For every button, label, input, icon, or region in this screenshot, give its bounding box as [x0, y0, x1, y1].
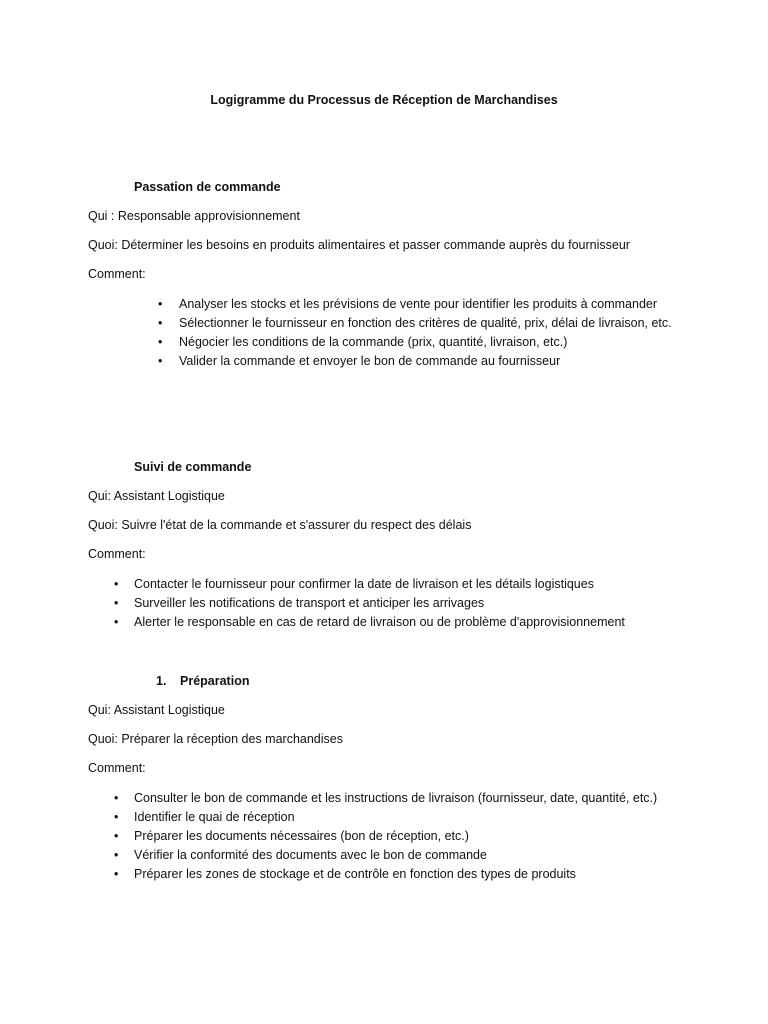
section-number: 1.	[156, 674, 167, 688]
qui-line: Qui: Assistant Logistique	[88, 703, 225, 717]
list-item	[88, 575, 688, 594]
list-item-text: Préparer les documents nécessaires (bon de réception, etc.)	[134, 829, 469, 843]
section-heading	[156, 672, 688, 690]
quoi-line: Quoi: Préparer la réception des marchandises	[88, 732, 343, 746]
list-item-text: Consulter le bon de commande et les instructions de livraison (fournisseur, date, quantité, etc.)	[134, 791, 658, 805]
list-item-text: Alerter le responsable en cas de retard de livraison ou de problème d'approvisionnement	[134, 615, 625, 629]
section-suivi	[88, 458, 688, 632]
section-heading: Passation de commande	[134, 180, 281, 194]
section-heading-text: Préparation	[180, 674, 250, 688]
list-item-text: Contacter le fournisseur pour confirmer la date de livraison et les détails logistiques	[134, 577, 594, 591]
bullet-icon: •	[158, 297, 163, 311]
bullet-icon: •	[114, 867, 119, 881]
bullet-icon: •	[114, 596, 119, 610]
list-item	[88, 613, 688, 632]
bullet-icon: •	[114, 848, 119, 862]
bullet-list	[88, 295, 688, 371]
list-item-text: Négocier les conditions de la commande (prix, quantité, livraison, etc.)	[179, 335, 568, 349]
list-item-text: Vérifier la conformité des documents avec le bon de commande	[134, 848, 487, 862]
bullet-icon: •	[114, 615, 119, 629]
list-item	[88, 594, 688, 613]
list-item-text: Valider la commande et envoyer le bon de commande au fournisseur	[179, 354, 561, 368]
list-item-text: Surveiller les notifications de transport et anticiper les arrivages	[134, 596, 485, 610]
quoi-line: Quoi: Suivre l'état de la commande et s'assurer du respect des délais	[88, 518, 472, 532]
list-item	[88, 789, 688, 808]
comment-label: Comment:	[88, 761, 146, 775]
qui-line: Qui: Assistant Logistique	[88, 489, 225, 503]
bullet-list	[88, 789, 688, 884]
bullet-icon: •	[158, 335, 163, 349]
section-passation	[88, 178, 688, 371]
bullet-icon: •	[158, 354, 163, 368]
section-preparation	[88, 672, 688, 884]
list-item-text: Préparer les zones de stockage et de contrôle en fonction des types de produits	[134, 867, 576, 881]
list-item	[88, 295, 688, 314]
bullet-list	[88, 575, 688, 632]
list-item-text: Analyser les stocks et les prévisions de vente pour identifier les produits à commander	[179, 297, 658, 311]
list-item	[88, 333, 688, 352]
list-item	[88, 352, 688, 371]
list-item	[88, 314, 688, 333]
bullet-icon: •	[158, 316, 163, 330]
list-item	[88, 808, 688, 827]
list-item-text: Sélectionner le fournisseur en fonction des critères de qualité, prix, délai de livraison, etc.	[179, 316, 672, 330]
bullet-icon: •	[114, 810, 119, 824]
list-item	[88, 865, 688, 884]
comment-label: Comment:	[88, 547, 146, 561]
list-item	[88, 846, 688, 865]
list-item-text: Identifier le quai de réception	[134, 810, 295, 824]
section-heading: Suivi de commande	[134, 460, 252, 474]
comment-label: Comment:	[88, 267, 146, 281]
bullet-icon: •	[114, 829, 119, 843]
quoi-line: Quoi: Déterminer les besoins en produits alimentaires et passer commande auprès du fournisseur	[88, 238, 630, 252]
bullet-icon: •	[114, 791, 119, 805]
qui-line: Qui : Responsable approvisionnement	[88, 209, 300, 223]
list-item	[88, 827, 688, 846]
document-title: Logigramme du Processus de Réception de Marchandises	[210, 93, 558, 107]
bullet-icon: •	[114, 577, 119, 591]
